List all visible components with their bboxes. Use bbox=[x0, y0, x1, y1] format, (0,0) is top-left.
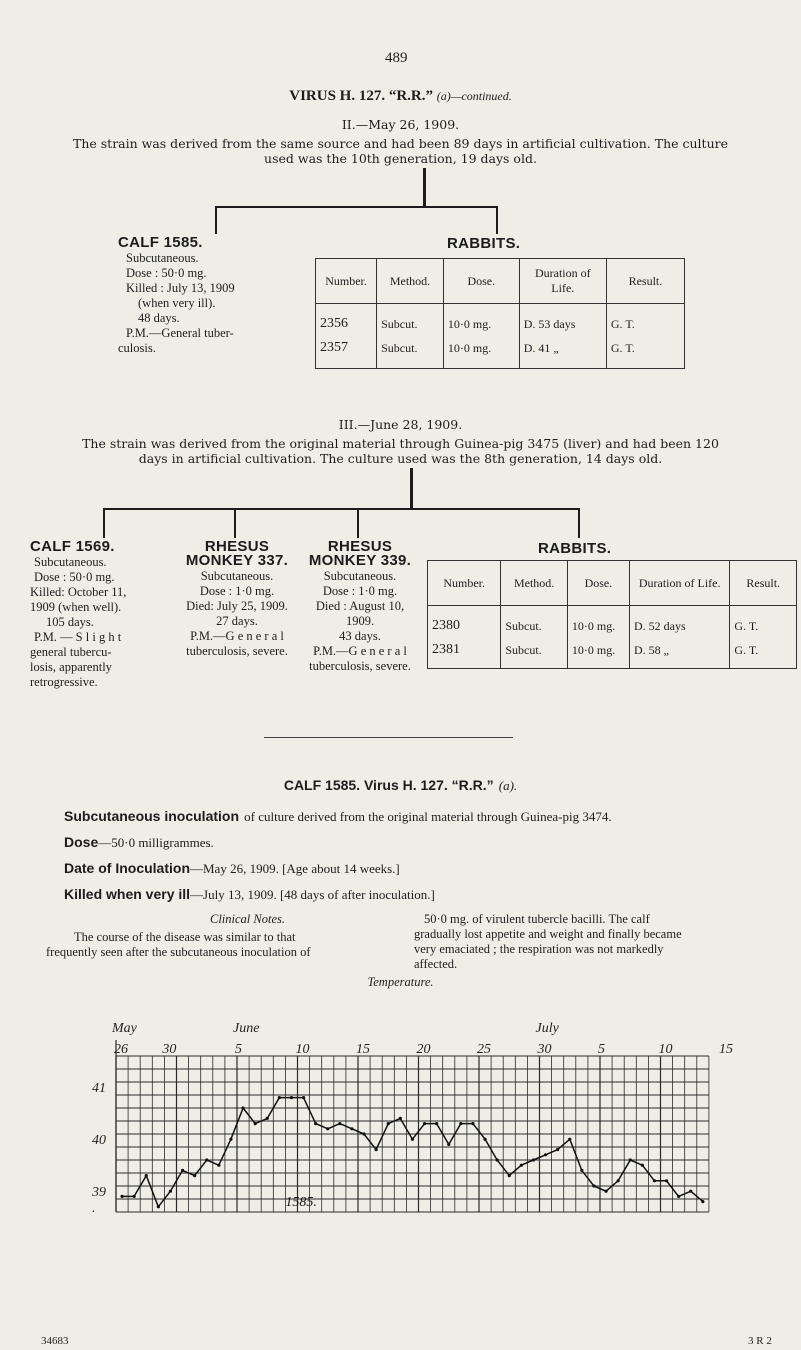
table-header: Method. bbox=[501, 561, 568, 606]
tree-branch bbox=[234, 508, 236, 538]
monkey-337-line: Subcutaneous. bbox=[200, 569, 274, 583]
section-ii-text-1: The strain was derived from the same source and had been 89 days in artificial cultivation. The culture bbox=[73, 136, 728, 151]
temperature-point bbox=[217, 1164, 220, 1167]
monkey-337-summary bbox=[178, 538, 296, 659]
monkey-337-line: P.M.—G e n e r a l bbox=[190, 629, 284, 643]
table-cell: D. 53 days bbox=[519, 304, 606, 335]
temperature-point bbox=[520, 1164, 523, 1167]
table-header: Method. bbox=[377, 259, 444, 304]
table-cell: G. T. bbox=[606, 304, 684, 335]
killed-label: Killed when very ill bbox=[64, 886, 191, 902]
table-cell: G. T. bbox=[730, 606, 797, 637]
x-tick-label: 30 bbox=[162, 1042, 177, 1057]
page-header bbox=[0, 88, 801, 105]
table-cell: Subcut. bbox=[501, 636, 568, 669]
monkey-339-line: P.M.—G e n e r a l bbox=[313, 644, 407, 658]
dose-label: Dose bbox=[64, 834, 99, 850]
table-cell: 10·0 mg. bbox=[443, 304, 519, 335]
temperature-point bbox=[496, 1158, 499, 1161]
monkey-339-line: tuberculosis, severe. bbox=[309, 659, 411, 673]
case-title: CALF 1585. Virus H. 127. “R.R.” bbox=[283, 777, 494, 793]
month-label: May bbox=[112, 1021, 137, 1036]
header-title: VIRUS H. 127. “R.R.” bbox=[289, 88, 434, 104]
date-label: Date of Inoculation bbox=[64, 860, 190, 876]
table-cell: Subcut. bbox=[377, 304, 444, 335]
temperature-point bbox=[205, 1158, 208, 1161]
case-details bbox=[64, 806, 784, 903]
temperature-point bbox=[677, 1195, 680, 1198]
dose-text: —50·0 milligrammes. bbox=[98, 835, 214, 850]
temperature-point bbox=[629, 1158, 632, 1161]
temperature-point bbox=[326, 1127, 329, 1130]
date-text: —May 26, 1909. [Age about 14 weeks.] bbox=[190, 861, 400, 876]
table-header: Duration of Life. bbox=[519, 259, 606, 304]
calf-1569-line: Dose : 50·0 mg. bbox=[34, 570, 115, 584]
calf-1585-line: Dose : 50·0 mg. bbox=[126, 266, 207, 280]
calf-1585-title: CALF 1585. bbox=[118, 234, 203, 251]
calf-1585-line: P.M.—General tuber- bbox=[126, 326, 234, 340]
table-header: Dose. bbox=[567, 561, 629, 606]
calf-1569-line: P.M. — S l i g h t bbox=[34, 630, 122, 644]
temperature-point bbox=[544, 1153, 547, 1156]
temperature-point bbox=[229, 1138, 232, 1141]
y-tick-label: 39 bbox=[92, 1185, 106, 1201]
temperature-point bbox=[641, 1164, 644, 1167]
tree-stem bbox=[410, 468, 413, 508]
temperature-title: Temperature. bbox=[367, 975, 434, 989]
temperature-point bbox=[350, 1127, 353, 1130]
table-cell: G. T. bbox=[730, 636, 797, 669]
page-number: 489 bbox=[385, 50, 408, 66]
y-tick-label: 41 bbox=[92, 1081, 106, 1097]
calf-1569-summary bbox=[30, 538, 126, 690]
table-header: Number. bbox=[428, 561, 501, 606]
table-cell: Subcut. bbox=[501, 606, 568, 637]
footer-left: 34683 bbox=[41, 1335, 69, 1347]
calf-1585-line: (when very ill). bbox=[138, 296, 216, 310]
table-cell: 10·0 mg. bbox=[443, 334, 519, 369]
table-cell: D. 52 days bbox=[629, 606, 729, 637]
temperature-point bbox=[617, 1179, 620, 1182]
rabbits-iii-table bbox=[427, 560, 797, 669]
table-header: Number. bbox=[316, 259, 377, 304]
chart-annotation: 1585. bbox=[285, 1194, 317, 1210]
notes-line: 50·0 mg. of virulent tubercle bacilli. The calf bbox=[424, 912, 650, 926]
table-cell: 10·0 mg. bbox=[567, 636, 629, 669]
notes-line: affected. bbox=[414, 957, 458, 971]
monkey-337-line: 27 days. bbox=[216, 614, 258, 628]
temperature-point bbox=[120, 1195, 123, 1198]
temperature-point bbox=[169, 1190, 172, 1193]
table-row bbox=[428, 636, 797, 669]
divider bbox=[264, 737, 513, 738]
calf-1585-line: 48 days. bbox=[138, 311, 180, 325]
table-cell: 2357 bbox=[316, 334, 377, 369]
monkey-339-summary bbox=[300, 538, 420, 674]
temperature-point bbox=[181, 1169, 184, 1172]
tree-branch bbox=[357, 508, 359, 538]
table-header: Result. bbox=[606, 259, 684, 304]
table-header: Result. bbox=[730, 561, 797, 606]
temperature-point bbox=[375, 1148, 378, 1151]
calf-1585-line: culosis. bbox=[118, 341, 156, 355]
temperature-point bbox=[278, 1096, 281, 1099]
section-iii-text-2: days in artificial cultivation. The culture used was the 8th generation, 14 days old. bbox=[138, 451, 663, 466]
month-label: June bbox=[233, 1021, 260, 1036]
calf-1569-line: losis, apparently bbox=[30, 660, 112, 674]
calf-1585-summary bbox=[118, 234, 235, 356]
temperature-point bbox=[471, 1122, 474, 1125]
table-cell: 10·0 mg. bbox=[567, 606, 629, 637]
table-cell: G. T. bbox=[606, 334, 684, 369]
temperature-point bbox=[483, 1138, 486, 1141]
case-title-line bbox=[0, 775, 801, 794]
table-cell: 2381 bbox=[428, 636, 501, 669]
monkey-337-line: tuberculosis, severe. bbox=[186, 644, 288, 658]
temperature-point bbox=[302, 1096, 305, 1099]
calf-1569-line: Killed: October 11, bbox=[30, 585, 127, 599]
x-tick-label: 5 bbox=[235, 1042, 242, 1057]
calf-1569-line: Subcutaneous. bbox=[34, 555, 107, 569]
monkey-337-title: RHESUS bbox=[204, 538, 270, 555]
x-tick-label: 20 bbox=[416, 1042, 431, 1057]
rabbits-ii-title: RABBITS. bbox=[447, 235, 521, 252]
table-row bbox=[316, 304, 685, 335]
section-iii-heading: III.—June 28, 1909. bbox=[338, 417, 463, 432]
section-iii-text-1: The strain was derived from the original material through Guinea-pig 3475 (liver) and had been 120 bbox=[82, 436, 719, 451]
clinical-notes-title: Clinical Notes. bbox=[210, 912, 285, 926]
calf-1569-line: retrogressive. bbox=[30, 675, 98, 689]
temperature-point bbox=[556, 1148, 559, 1151]
inoculation-label: Subcutaneous inoculation bbox=[64, 808, 240, 824]
temperature-point bbox=[592, 1184, 595, 1187]
calf-1585-line: Killed : July 13, 1909 bbox=[126, 281, 235, 295]
tree-bar bbox=[215, 206, 498, 208]
table-header: Dose. bbox=[443, 259, 519, 304]
chart-labels bbox=[91, 1021, 733, 1216]
calf-1585-line: Subcutaneous. bbox=[126, 251, 199, 265]
monkey-339-line: Dose : 1·0 mg. bbox=[322, 584, 398, 598]
temperature-point bbox=[580, 1169, 583, 1172]
monkey-337-line: Died: July 25, 1909. bbox=[186, 599, 288, 613]
tree-branch-left bbox=[215, 206, 217, 234]
temperature-point bbox=[133, 1195, 136, 1198]
temperature-point bbox=[157, 1205, 160, 1208]
temperature-point bbox=[653, 1179, 656, 1182]
monkey-337-title: MONKEY 337. bbox=[185, 552, 289, 569]
x-tick-label: 25 bbox=[477, 1042, 491, 1057]
killed-text: —July 13, 1909. [48 days of after inoculation.] bbox=[190, 887, 435, 902]
temperature-point bbox=[314, 1122, 317, 1125]
table-cell: 2356 bbox=[316, 304, 377, 335]
x-tick-label: 10 bbox=[295, 1042, 310, 1057]
temperature-point bbox=[290, 1096, 293, 1099]
rabbits-ii-table bbox=[315, 258, 685, 369]
temperature-point bbox=[411, 1138, 414, 1141]
section-ii-text-2: used was the 10th generation, 19 days old. bbox=[264, 151, 537, 166]
x-tick-label: 10 bbox=[658, 1042, 673, 1057]
temperature-point bbox=[701, 1200, 704, 1203]
temperature-point bbox=[338, 1122, 341, 1125]
temperature-point bbox=[193, 1174, 196, 1177]
table-cell: Subcut. bbox=[377, 334, 444, 369]
y-tick-label: . bbox=[92, 1200, 96, 1216]
chart-grid bbox=[116, 1040, 709, 1212]
notes-line: very emaciated ; the respiration was not markedly bbox=[414, 942, 664, 956]
temperature-point bbox=[689, 1190, 692, 1193]
temperature-point bbox=[665, 1179, 668, 1182]
case-title-suffix: (a). bbox=[498, 778, 518, 793]
temperature-chart bbox=[92, 1008, 733, 1248]
header-continued: (a)—continued. bbox=[436, 89, 512, 103]
temperature-point bbox=[266, 1117, 269, 1120]
table-row bbox=[428, 606, 797, 637]
monkey-339-line: 43 days. bbox=[339, 629, 381, 643]
x-tick-label: 26 bbox=[114, 1042, 128, 1057]
calf-1569-line: 1909 (when well). bbox=[30, 600, 122, 614]
temperature-point bbox=[399, 1117, 402, 1120]
temperature-point bbox=[447, 1143, 450, 1146]
monkey-339-line: Died : August 10, bbox=[315, 599, 405, 613]
table-row bbox=[316, 334, 685, 369]
temperature-point bbox=[145, 1174, 148, 1177]
temperature-point bbox=[387, 1122, 390, 1125]
x-tick-label: 30 bbox=[537, 1042, 552, 1057]
table-cell: D. 41 „ bbox=[519, 334, 606, 369]
temperature-point bbox=[604, 1190, 607, 1193]
clinical-notes-left bbox=[46, 930, 376, 960]
x-tick-label: 15 bbox=[356, 1042, 370, 1057]
calf-1569-line: general tubercu- bbox=[30, 645, 112, 659]
chart-marks bbox=[120, 1096, 704, 1208]
section-ii-heading: II.—May 26, 1909. bbox=[341, 117, 460, 132]
tree-stem bbox=[423, 168, 426, 206]
notes-line: frequently seen after the subcutaneous inoculation of bbox=[46, 945, 311, 959]
temperature-point bbox=[254, 1122, 257, 1125]
tree-branch bbox=[578, 508, 580, 538]
temperature-point bbox=[459, 1122, 462, 1125]
monkey-339-title: MONKEY 339. bbox=[308, 552, 412, 569]
tree-branch-right bbox=[496, 206, 498, 234]
notes-line: gradually lost appetite and weight and finally became bbox=[414, 927, 682, 941]
month-label: July bbox=[535, 1021, 559, 1036]
temperature-point bbox=[362, 1132, 365, 1135]
notes-line: The course of the disease was similar to that bbox=[74, 930, 296, 944]
table-cell: D. 58 „ bbox=[629, 636, 729, 669]
y-tick-label: 40 bbox=[92, 1133, 106, 1149]
table-header: Duration of Life. bbox=[629, 561, 729, 606]
inoculation-text: of culture derived from the original material through Guinea-pig 3474. bbox=[244, 809, 612, 824]
monkey-339-line: 1909. bbox=[345, 614, 375, 628]
temperature-point bbox=[435, 1122, 438, 1125]
calf-1569-line: 105 days. bbox=[46, 615, 94, 629]
monkey-337-line: Dose : 1·0 mg. bbox=[199, 584, 275, 598]
calf-1569-title: CALF 1569. bbox=[30, 538, 115, 555]
monkey-339-line: Subcutaneous. bbox=[323, 569, 397, 583]
temperature-line bbox=[122, 1098, 703, 1207]
temperature-point bbox=[241, 1106, 244, 1109]
temperature-point bbox=[423, 1122, 426, 1125]
rabbits-iii-title: RABBITS. bbox=[538, 540, 612, 557]
footer-right: 3 R 2 bbox=[748, 1335, 772, 1347]
temperature-point bbox=[508, 1174, 511, 1177]
x-tick-label: 15 bbox=[719, 1042, 733, 1057]
temperature-point bbox=[532, 1158, 535, 1161]
temperature-point bbox=[568, 1138, 571, 1141]
monkey-339-title: RHESUS bbox=[327, 538, 393, 555]
x-tick-label: 5 bbox=[598, 1042, 605, 1057]
tree-bar bbox=[103, 508, 580, 510]
tree-branch bbox=[103, 508, 105, 538]
table-cell: 2380 bbox=[428, 606, 501, 637]
clinical-notes-right bbox=[414, 912, 784, 972]
